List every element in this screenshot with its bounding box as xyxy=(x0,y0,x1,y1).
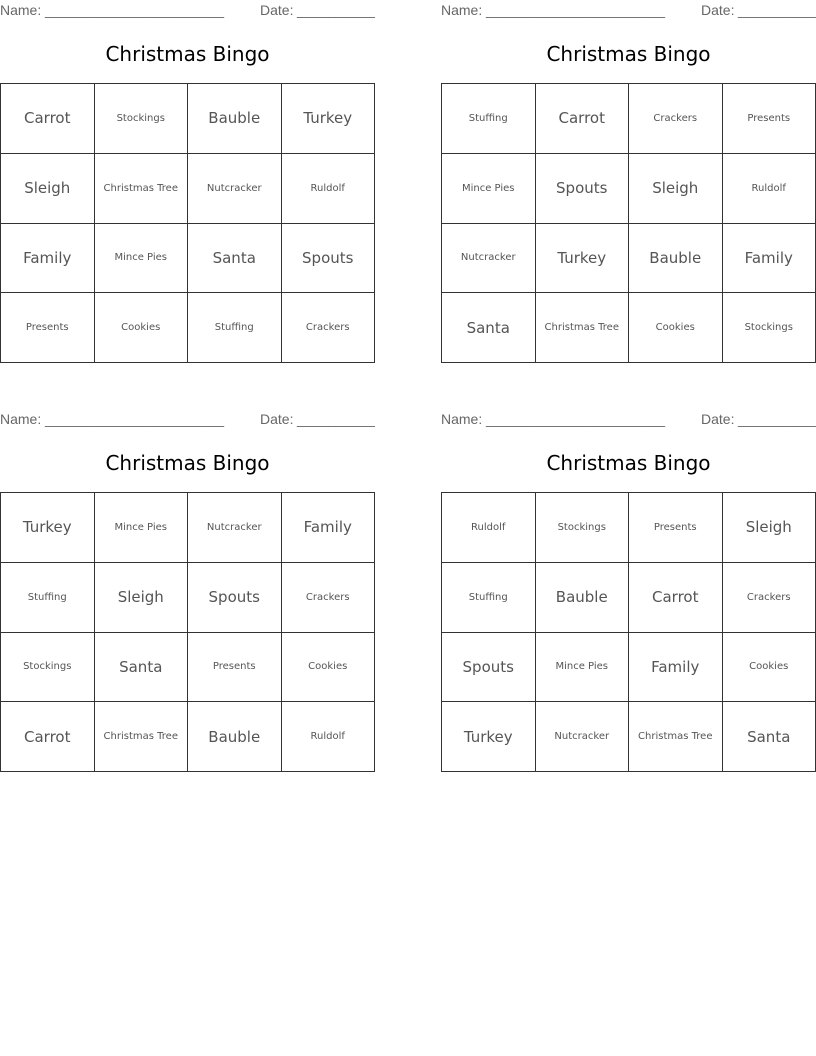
name-label: Name: xyxy=(0,411,42,427)
bingo-cell: Crackers xyxy=(282,293,376,363)
date-label: Date: xyxy=(701,2,735,18)
card-title: Christmas Bingo xyxy=(105,42,270,66)
bingo-cell: Stuffing xyxy=(442,563,536,633)
bingo-cell: Mince Pies xyxy=(95,493,189,563)
bingo-cell: Stuffing xyxy=(442,84,536,154)
bingo-cell: Ruldolf xyxy=(442,493,536,563)
bingo-cell: Crackers xyxy=(723,563,816,633)
bingo-cell: Santa xyxy=(442,293,536,363)
name-field: _______________________ xyxy=(486,411,666,427)
bingo-grid xyxy=(441,83,816,363)
bingo-grid xyxy=(441,492,816,772)
bingo-cell: Christmas Tree xyxy=(95,154,189,224)
bingo-cell: Sleigh xyxy=(95,563,189,633)
date-label: Date: xyxy=(260,2,294,18)
bingo-cell: Carrot xyxy=(629,563,723,633)
name-date-row xyxy=(0,411,375,429)
bingo-grid xyxy=(0,83,375,363)
bingo-cell: Sleigh xyxy=(723,493,816,563)
bingo-cell: Presents xyxy=(629,493,723,563)
bingo-cell: Christmas Tree xyxy=(629,702,723,772)
card-title: Christmas Bingo xyxy=(546,451,711,475)
bingo-cell: Bauble xyxy=(188,84,282,154)
name-date-row xyxy=(441,411,816,429)
bingo-cell: Family xyxy=(1,224,95,294)
bingo-cell: Bauble xyxy=(536,563,630,633)
bingo-cell: Christmas Tree xyxy=(95,702,189,772)
bingo-cell: Cookies xyxy=(282,633,376,703)
date-field: __________ xyxy=(738,411,816,427)
bingo-cell: Bauble xyxy=(188,702,282,772)
bingo-cell: Ruldolf xyxy=(282,154,376,224)
bingo-cell: Stuffing xyxy=(188,293,282,363)
bingo-cell: Turkey xyxy=(442,702,536,772)
bingo-cell: Cookies xyxy=(723,633,816,703)
bingo-cell: Turkey xyxy=(282,84,376,154)
name-field: _______________________ xyxy=(486,2,666,18)
date-field: __________ xyxy=(738,2,816,18)
date-label: Date: xyxy=(260,411,294,427)
bingo-cell: Spouts xyxy=(442,633,536,703)
bingo-cell: Mince Pies xyxy=(442,154,536,224)
bingo-cell: Presents xyxy=(188,633,282,703)
bingo-cell: Family xyxy=(723,224,816,294)
bingo-cell: Carrot xyxy=(1,84,95,154)
bingo-cell: Spouts xyxy=(282,224,376,294)
bingo-cell: Crackers xyxy=(282,563,376,633)
bingo-cell: Sleigh xyxy=(1,154,95,224)
bingo-cell: Ruldolf xyxy=(723,154,816,224)
card-title: Christmas Bingo xyxy=(546,42,711,66)
bingo-cell: Nutcracker xyxy=(442,224,536,294)
card-title: Christmas Bingo xyxy=(105,451,270,475)
bingo-cell: Bauble xyxy=(629,224,723,294)
bingo-cell: Family xyxy=(282,493,376,563)
bingo-cell: Christmas Tree xyxy=(536,293,630,363)
bingo-cell: Spouts xyxy=(536,154,630,224)
name-label: Name: xyxy=(441,411,483,427)
date-label: Date: xyxy=(701,411,735,427)
bingo-grid xyxy=(0,492,375,772)
date-field: __________ xyxy=(297,411,375,427)
bingo-cell: Crackers xyxy=(629,84,723,154)
bingo-cell: Turkey xyxy=(1,493,95,563)
bingo-cell: Mince Pies xyxy=(95,224,189,294)
bingo-cell: Nutcracker xyxy=(188,154,282,224)
name-label: Name: xyxy=(441,2,483,18)
bingo-cell: Nutcracker xyxy=(536,702,630,772)
bingo-cell: Stuffing xyxy=(1,563,95,633)
name-date-row xyxy=(0,2,375,20)
bingo-cell: Carrot xyxy=(1,702,95,772)
bingo-cell: Santa xyxy=(188,224,282,294)
name-field: _______________________ xyxy=(45,2,225,18)
name-field: _______________________ xyxy=(45,411,225,427)
bingo-cell: Stockings xyxy=(723,293,816,363)
bingo-cell: Santa xyxy=(95,633,189,703)
bingo-cell: Cookies xyxy=(95,293,189,363)
bingo-cell: Stockings xyxy=(1,633,95,703)
bingo-cell: Stockings xyxy=(95,84,189,154)
name-date-row xyxy=(441,2,816,20)
date-field: __________ xyxy=(297,2,375,18)
bingo-cell: Cookies xyxy=(629,293,723,363)
bingo-cell: Stockings xyxy=(536,493,630,563)
bingo-cell: Santa xyxy=(723,702,816,772)
name-label: Name: xyxy=(0,2,42,18)
bingo-cell: Ruldolf xyxy=(282,702,376,772)
bingo-cell: Sleigh xyxy=(629,154,723,224)
bingo-cell: Carrot xyxy=(536,84,630,154)
bingo-cell: Family xyxy=(629,633,723,703)
bingo-cell: Turkey xyxy=(536,224,630,294)
bingo-cell: Nutcracker xyxy=(188,493,282,563)
bingo-cell: Presents xyxy=(1,293,95,363)
bingo-cell: Presents xyxy=(723,84,816,154)
bingo-cell: Spouts xyxy=(188,563,282,633)
bingo-cell: Mince Pies xyxy=(536,633,630,703)
